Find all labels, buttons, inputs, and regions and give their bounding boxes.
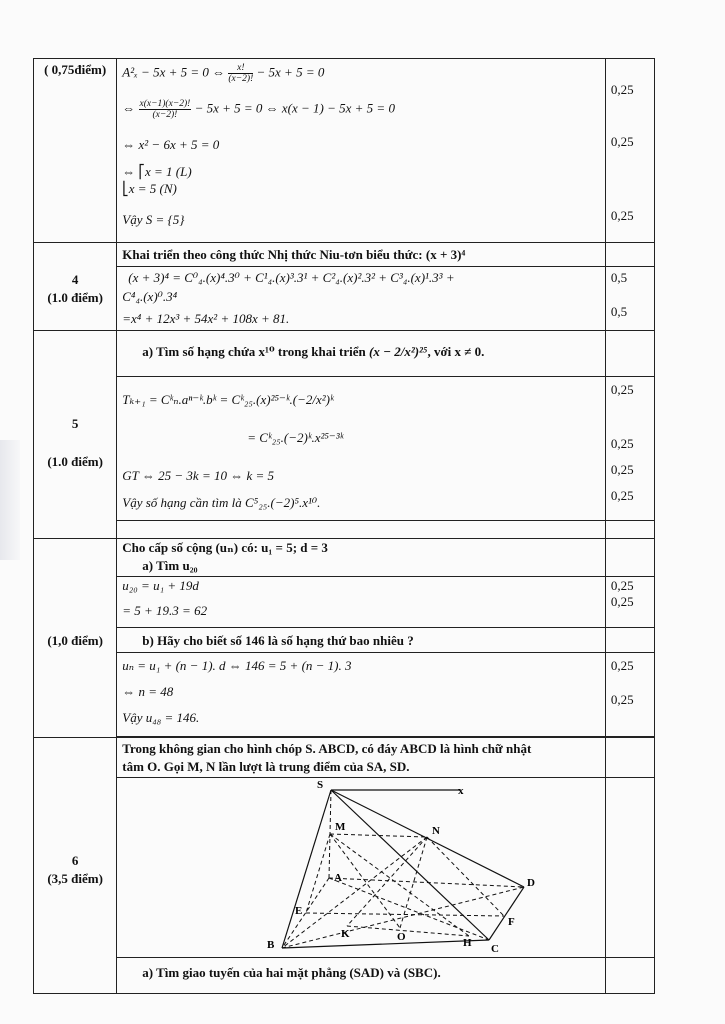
points-cell bbox=[605, 539, 654, 577]
points-cell bbox=[605, 521, 654, 539]
question-text: Khai triển theo công thức Nhị thức Niu-tơn biểu thức: (x + 3)⁴ bbox=[122, 247, 466, 262]
score-cell bbox=[34, 738, 117, 994]
question-number: 6 bbox=[71, 853, 79, 868]
label-h: H bbox=[463, 937, 472, 949]
points-cell bbox=[605, 958, 654, 994]
math-line: ⇔ n = 48 bbox=[122, 684, 174, 699]
points: 0,25 bbox=[610, 208, 634, 223]
question-text: b) Hãy cho biết số 146 là số hạng thứ bao nhiêu ? bbox=[142, 633, 414, 648]
math-line: GT ⇔ 25 − 3k = 10 ⇔ k = 5 bbox=[122, 468, 275, 483]
question-text: a) Tìm số hạng chứa x¹⁰ trong khai triển bbox=[142, 344, 366, 359]
scan-shadow bbox=[0, 440, 20, 560]
points-cell bbox=[605, 577, 654, 628]
points: 0,25 bbox=[610, 82, 634, 97]
label-e: E bbox=[295, 905, 303, 917]
score-cell bbox=[34, 243, 117, 331]
diag-ac bbox=[329, 878, 489, 940]
table-row bbox=[34, 539, 655, 577]
points: 0,25 bbox=[610, 436, 634, 451]
score-label: (1.0 điểm) bbox=[47, 290, 103, 305]
question-title bbox=[117, 331, 606, 377]
question-text: Cho cấp số cộng (uₙ) có: u₁ = 5; d = 3 bbox=[122, 540, 328, 555]
label-b: B bbox=[267, 939, 275, 951]
figure-cell bbox=[117, 778, 606, 958]
math-text: − 5x + 5 = 0 bbox=[256, 64, 325, 80]
table-row bbox=[34, 521, 655, 539]
label-n: N bbox=[432, 825, 441, 837]
score-label: ( 0,75điểm) bbox=[44, 62, 107, 77]
edge-sb bbox=[282, 790, 331, 948]
score-cell bbox=[34, 59, 117, 243]
content-cell bbox=[117, 577, 606, 628]
points: 0,25 bbox=[610, 578, 634, 593]
math-line: ⎣x = 5 (N) bbox=[122, 181, 177, 196]
score-cell bbox=[34, 539, 117, 738]
points: 0,25 bbox=[610, 594, 634, 609]
points: 0,25 bbox=[610, 692, 634, 707]
table-row bbox=[34, 267, 655, 331]
question-text: , với x ≠ 0. bbox=[427, 344, 485, 359]
fraction bbox=[228, 63, 253, 84]
points: 0,25 bbox=[610, 488, 634, 503]
question-number: 5 bbox=[71, 416, 79, 431]
points: 0,25 bbox=[610, 134, 634, 149]
table-row bbox=[34, 331, 655, 377]
table-row bbox=[34, 577, 655, 628]
math-text: − 5x + 5 = 0 ⇔ x(x − 1) − 5x + 5 = 0 bbox=[194, 100, 395, 116]
points: 0,5 bbox=[610, 270, 628, 285]
score-label: (1.0 điểm) bbox=[47, 454, 103, 469]
label-o: O bbox=[397, 931, 406, 943]
math-line: Vậy u₄₈ = 146. bbox=[122, 710, 200, 725]
math-line: Vậy số hạng cần tìm là C⁵₂₅.(−2)⁵.x¹⁰. bbox=[122, 495, 321, 510]
content-cell bbox=[117, 653, 606, 737]
math-line: u₂₀ = u₁ + 19d bbox=[122, 578, 199, 593]
points-cell bbox=[605, 738, 654, 778]
math-line: Tₖ₊₁ = Cᵏₙ.aⁿ⁻ᵏ.bᵏ = Cᵏ₂₅.(x)²⁵⁻ᵏ.(−2/x²)ᵏ bbox=[122, 392, 334, 407]
points-cell bbox=[605, 331, 654, 377]
label-d: D bbox=[527, 877, 536, 889]
table-row bbox=[34, 958, 655, 994]
content-cell bbox=[117, 59, 606, 243]
edge-sd bbox=[331, 790, 524, 887]
points-cell bbox=[605, 377, 654, 521]
points-cell bbox=[605, 778, 654, 958]
line-nf bbox=[427, 837, 504, 916]
table-row bbox=[34, 377, 655, 521]
points-cell bbox=[605, 628, 654, 653]
question-text: a) Tìm giao tuyến của hai mặt phẳng (SAD) và (SBC). bbox=[142, 965, 441, 980]
points-cell bbox=[605, 59, 654, 243]
content-cell bbox=[117, 521, 606, 539]
math-line: (x + 3)⁴ = C⁰₄.(x)⁴.3⁰ + C¹₄.(x)³.3¹ + C²₄.(x)².3² + C³₄.(x)¹.3³ + bbox=[128, 270, 455, 285]
math-line bbox=[122, 63, 324, 84]
label-k: K bbox=[341, 928, 350, 940]
math-line: = Cᵏ₂₅.(−2)ᵏ.x²⁵⁻³ᵏ bbox=[247, 430, 344, 445]
solution-table bbox=[33, 58, 655, 994]
question-text: Trong không gian cho hình chóp S. ABCD, có đáy ABCD là hình chữ nhật bbox=[122, 741, 532, 756]
table-row bbox=[34, 243, 655, 267]
table-row bbox=[34, 59, 655, 243]
denominator: (x−2)! bbox=[152, 110, 178, 120]
question-title bbox=[117, 738, 606, 778]
question-title bbox=[117, 243, 606, 267]
points-cell bbox=[605, 653, 654, 737]
question-number: 4 bbox=[71, 272, 79, 287]
denominator: (x−2)! bbox=[228, 74, 254, 84]
label-f: F bbox=[508, 916, 515, 928]
score-label: (3,5 điểm) bbox=[47, 871, 103, 886]
math-line: uₙ = u₁ + (n − 1). d ⇔ 146 = 5 + (n − 1). 3 bbox=[122, 658, 352, 673]
math-text: ⇔ bbox=[122, 100, 136, 116]
pyramid-figure bbox=[117, 778, 593, 952]
edge-ad bbox=[329, 878, 524, 887]
label-s: S bbox=[317, 779, 324, 791]
math-line bbox=[122, 99, 395, 120]
question-title bbox=[117, 958, 606, 994]
table-row bbox=[34, 653, 655, 737]
content-cell bbox=[117, 377, 606, 521]
points: 0,25 bbox=[610, 462, 634, 477]
numerator: x! bbox=[228, 63, 253, 74]
points: 0,25 bbox=[610, 382, 634, 397]
fraction bbox=[139, 99, 192, 120]
table-row bbox=[34, 778, 655, 958]
label-c: C bbox=[491, 943, 500, 952]
math-expression: (x − 2/x²)²⁵ bbox=[369, 344, 428, 359]
points: 0,5 bbox=[610, 304, 628, 319]
question-title bbox=[117, 539, 606, 577]
math-line: ⇔ ⎡x = 1 (L) bbox=[122, 164, 192, 179]
points: 0,25 bbox=[610, 658, 634, 673]
content-cell bbox=[117, 267, 606, 331]
line-me bbox=[306, 834, 330, 913]
table-row bbox=[34, 738, 655, 778]
question-title bbox=[117, 628, 606, 653]
math-line: =x⁴ + 12x³ + 54x² + 108x + 81. bbox=[122, 311, 290, 326]
question-text: tâm O. Gọi M, N lần lượt là trung điểm của SA, SD. bbox=[122, 759, 410, 774]
label-x: x bbox=[458, 785, 464, 797]
score-cell bbox=[34, 331, 117, 539]
numerator: x(x−1)(x−2)! bbox=[139, 99, 191, 109]
question-text: a) Tìm u₂₀ bbox=[142, 558, 198, 573]
line-ef bbox=[306, 913, 504, 916]
math-line: C⁴₄.(x)⁰.3⁴ bbox=[122, 289, 178, 304]
math-line: Vậy S = {5} bbox=[122, 212, 185, 227]
table-row bbox=[34, 628, 655, 653]
points-cell bbox=[605, 243, 654, 267]
points-cell bbox=[605, 267, 654, 331]
math-line: ⇔ x² − 6x + 5 = 0 bbox=[122, 137, 220, 152]
math-line: = 5 + 19.3 = 62 bbox=[122, 603, 208, 618]
math-text: A²ₓ − 5x + 5 = 0 ⇔ bbox=[122, 64, 226, 80]
edge-bc bbox=[282, 940, 489, 948]
label-m: M bbox=[335, 821, 346, 833]
score-label: (1,0 điểm) bbox=[47, 633, 103, 648]
label-a: A bbox=[334, 872, 343, 884]
